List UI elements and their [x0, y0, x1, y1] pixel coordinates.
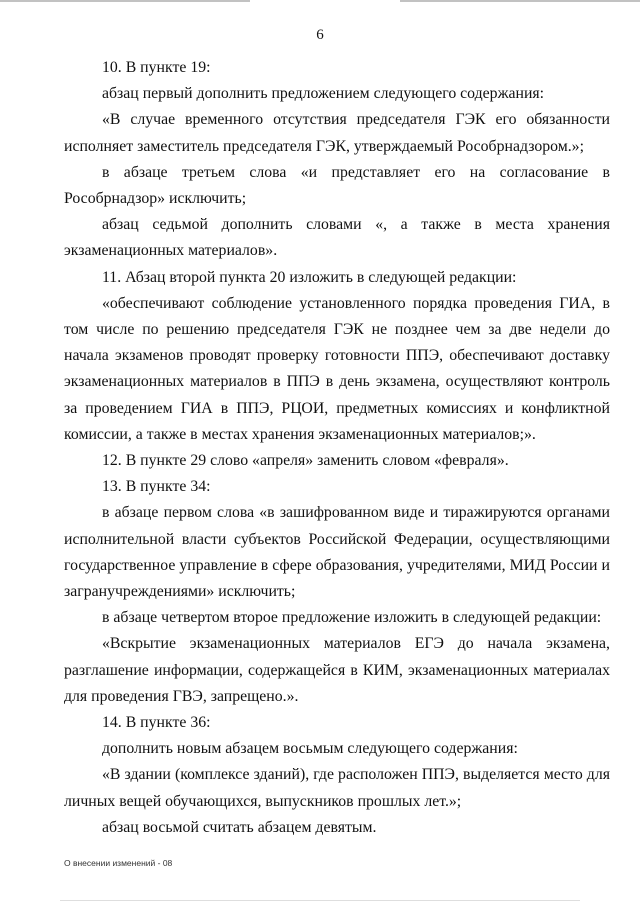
paragraph: в абзаце третьем слова «и представляет его на согласование в Рособрнадзор» исключить; — [64, 163, 610, 208]
paragraph: 13. В пункте 34: — [102, 478, 211, 496]
document-footer: О внесении изменений - 08 — [64, 858, 173, 868]
paragraph: 11. Абзац второй пункта 20 изложить в следующей редакции: — [102, 268, 517, 286]
paragraph: абзац первый дополнить предложением следующего содержания: — [102, 85, 545, 103]
paragraph: «В здании (комплексе зданий), где расположен ППЭ, выделяется место для личных вещей обучающихся, выпускников прошлых лет.»; — [64, 766, 610, 810]
scan-bottom-edge — [60, 900, 580, 901]
paragraph: абзац восьмой считать абзацем девятым. — [102, 818, 377, 836]
paragraph: абзац седьмой дополнить словами «, а также в места хранения экзаменационных материалов». — [64, 216, 610, 260]
page-number: 6 — [316, 27, 324, 43]
paragraph: «Вскрытие экзаменационных материалов ЕГЭ до начала экзамена, разглашение информации, содержащейся в КИМ, экзаменационных материалах для проведения ГВЭ, запрещено.». — [64, 635, 610, 705]
paragraph: в абзаце четвертом второе предложение изложить в следующей редакции: — [102, 609, 602, 627]
scan-top-edge — [0, 0, 640, 2]
document-body — [64, 55, 610, 841]
paragraph: в абзаце первом слова «в зашифрованном виде и тиражируются органами исполнительной власти субъектов Российской Федерации, осуществляющими государственное управление в сфере образования, учредителями, МИД России и загранучреждениями» исключить; — [64, 504, 610, 601]
paragraph: 10. В пункте 19: — [102, 59, 211, 76]
paragraph: 14. В пункте 36: — [102, 714, 211, 732]
paragraph: 12. В пункте 29 слово «апреля» заменить словом «февраля». — [102, 452, 509, 470]
paragraph: «обеспечивают соблюдение установленного порядка проведения ГИА, в том числе по решению председателя ГЭК не позднее чем за две недели до начала экзаменов проводят проверку готовности ППЭ, обеспечивают доставку экзаменационных материалов в ППЭ в день экзамена, осуществляют контроль за проведением ГИА в ППЭ, РЦОИ, предметных комиссиях и конфликтной комиссии, а также в местах хранения экзаменационных материалов;». — [64, 294, 610, 443]
paragraph: «В случае временного отсутствия председателя ГЭК его обязанности исполняет заместитель председателя ГЭК, утверждаемый Рособрнадзором.»; — [64, 111, 610, 155]
paragraph: дополнить новым абзацем восьмым следующего содержания: — [102, 740, 518, 758]
